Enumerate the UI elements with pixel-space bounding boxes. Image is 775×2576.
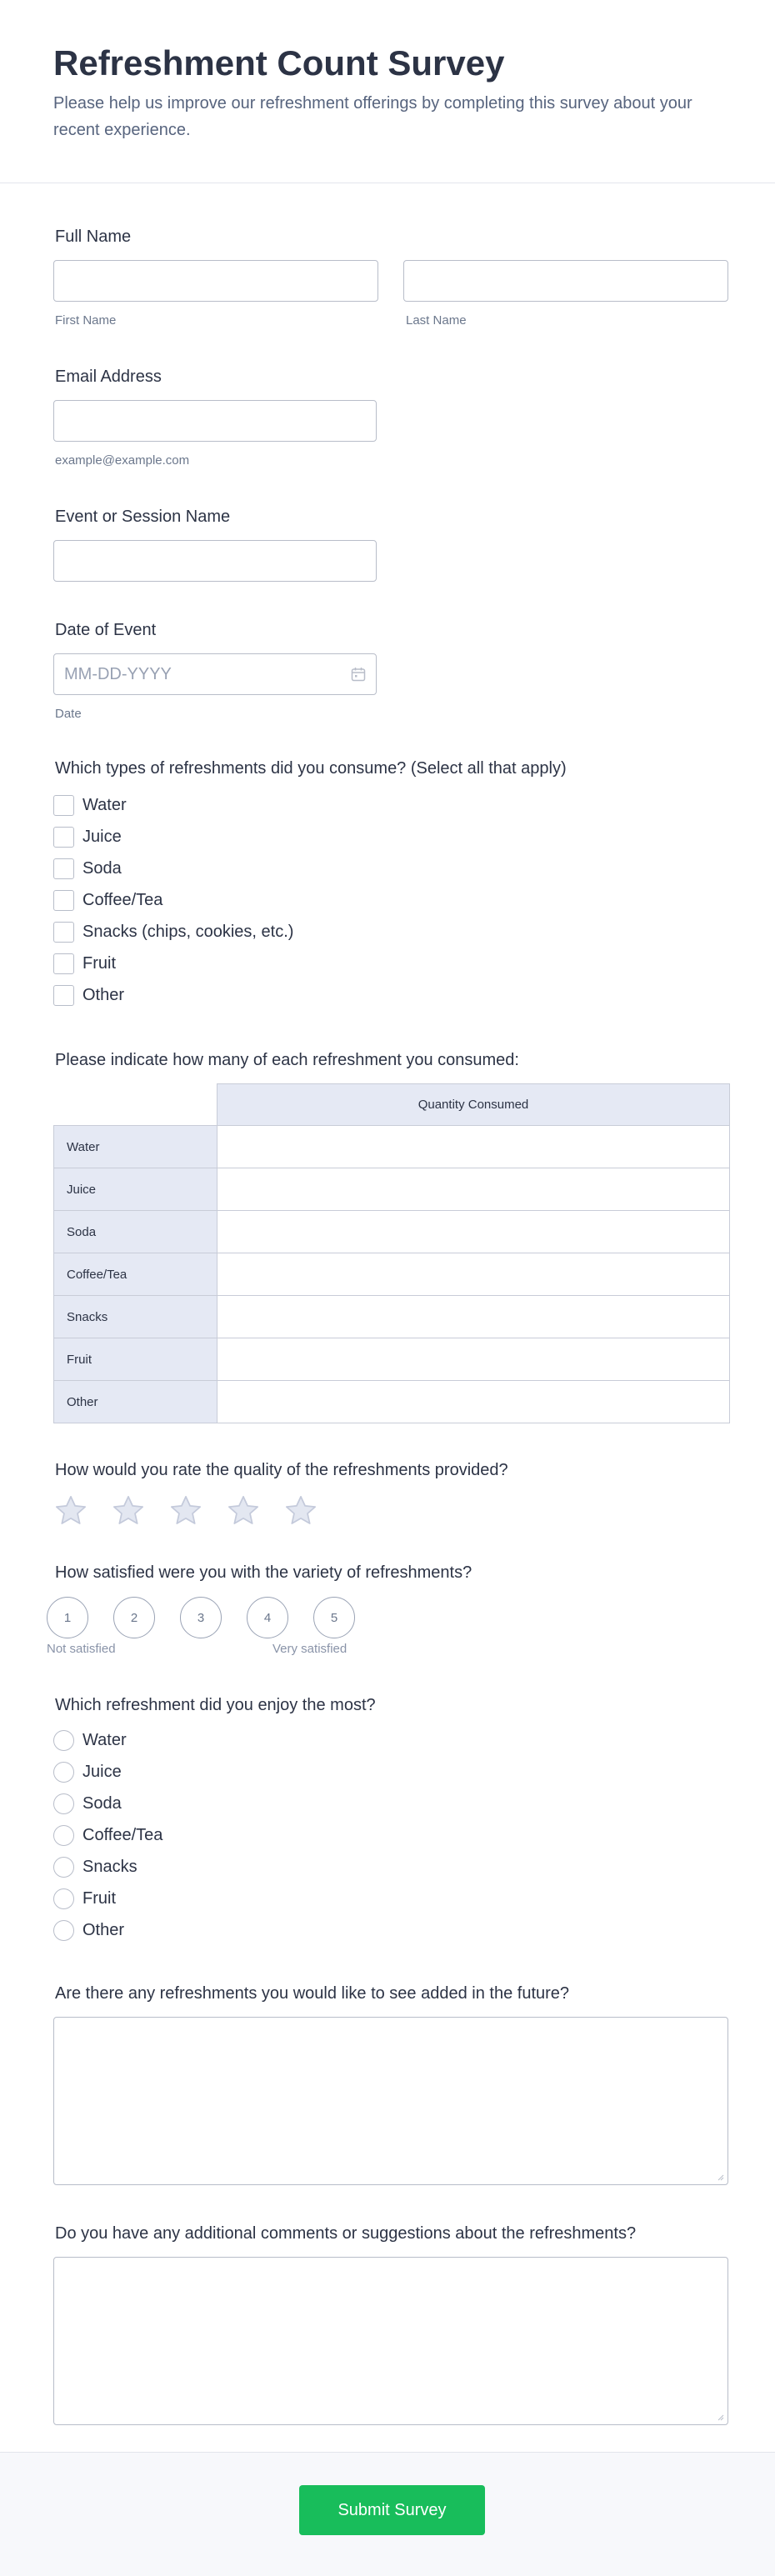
checkbox-option[interactable] bbox=[53, 821, 293, 853]
matrix-cell-input[interactable] bbox=[218, 1168, 730, 1211]
event-label: Event or Session Name bbox=[55, 508, 231, 526]
matrix-row-label: Soda bbox=[54, 1211, 218, 1253]
last-name-sublabel: Last Name bbox=[406, 313, 467, 328]
checkbox[interactable] bbox=[53, 890, 74, 911]
form-title: Refreshment Count Survey bbox=[53, 43, 505, 83]
event-input[interactable] bbox=[53, 540, 377, 582]
matrix-row-label: Water bbox=[54, 1126, 218, 1168]
checkbox[interactable] bbox=[53, 858, 74, 879]
checkbox[interactable] bbox=[53, 827, 74, 848]
radio-option[interactable] bbox=[53, 1851, 162, 1883]
checkbox-label: Fruit bbox=[82, 953, 116, 973]
email-label: Email Address bbox=[55, 368, 162, 386]
matrix-cell-input[interactable] bbox=[218, 1381, 730, 1423]
matrix-cell-input[interactable] bbox=[218, 1211, 730, 1253]
checkbox-option[interactable] bbox=[53, 789, 293, 821]
matrix-row-label: Other bbox=[54, 1381, 218, 1423]
matrix-row-label: Fruit bbox=[54, 1338, 218, 1381]
radio-label: Fruit bbox=[82, 1888, 116, 1908]
scale-option-3[interactable]: 3 bbox=[180, 1597, 222, 1638]
star-icon[interactable] bbox=[53, 1493, 88, 1528]
star-rating bbox=[53, 1493, 318, 1528]
matrix-column-header: Quantity Consumed bbox=[218, 1084, 730, 1126]
matrix-row-label: Snacks bbox=[54, 1296, 218, 1338]
scale-high-label: Very satisfied bbox=[272, 1642, 348, 1656]
quantity-matrix bbox=[53, 1083, 730, 1423]
checkbox-label: Snacks (chips, cookies, etc.) bbox=[82, 922, 294, 941]
radio-button[interactable] bbox=[53, 1793, 74, 1814]
radio-option[interactable] bbox=[53, 1724, 162, 1756]
types-label: Which types of refreshments did you consume? (Select all that apply) bbox=[55, 759, 567, 778]
last-name-input[interactable] bbox=[403, 260, 728, 302]
quality-label: How would you rate the quality of the refreshments provided? bbox=[55, 1461, 508, 1479]
radio-label: Other bbox=[82, 1920, 125, 1939]
favorite-options bbox=[53, 1724, 162, 1946]
checkbox-label: Water bbox=[82, 795, 127, 814]
email-sublabel: example@example.com bbox=[55, 453, 190, 468]
radio-button[interactable] bbox=[53, 1762, 74, 1783]
checkbox-option[interactable] bbox=[53, 916, 293, 948]
radio-option[interactable] bbox=[53, 1756, 162, 1788]
calendar-icon[interactable] bbox=[351, 667, 366, 682]
checkbox-label: Coffee/Tea bbox=[82, 890, 163, 909]
checkbox-option[interactable] bbox=[53, 979, 293, 1011]
matrix-cell-input[interactable] bbox=[218, 1253, 730, 1296]
radio-button[interactable] bbox=[53, 1825, 74, 1846]
form-header bbox=[0, 0, 775, 183]
form-footer bbox=[0, 2452, 775, 2576]
quantity-label: Please indicate how many of each refreshment you consumed: bbox=[55, 1051, 519, 1069]
radio-button[interactable] bbox=[53, 1888, 74, 1909]
first-name-input[interactable] bbox=[53, 260, 378, 302]
radio-option[interactable] bbox=[53, 1914, 162, 1946]
star-icon[interactable] bbox=[168, 1493, 203, 1528]
matrix-corner bbox=[54, 1084, 218, 1126]
comments-label: Do you have any additional comments or suggestions about the refreshments? bbox=[55, 2224, 637, 2243]
checkbox-label: Juice bbox=[82, 827, 122, 846]
checkbox-option[interactable] bbox=[53, 948, 293, 979]
future-textarea[interactable] bbox=[53, 2017, 728, 2185]
types-options bbox=[53, 789, 293, 1011]
variety-label: How satisfied were you with the variety of refreshments? bbox=[55, 1563, 472, 1582]
resize-handle-icon[interactable] bbox=[716, 2173, 724, 2181]
checkbox[interactable] bbox=[53, 795, 74, 816]
scale-option-4[interactable]: 4 bbox=[247, 1597, 288, 1638]
resize-handle-icon[interactable] bbox=[716, 2413, 724, 2421]
radio-label: Snacks bbox=[82, 1857, 138, 1876]
radio-label: Soda bbox=[82, 1793, 122, 1813]
star-icon[interactable] bbox=[283, 1493, 318, 1528]
checkbox[interactable] bbox=[53, 922, 74, 943]
matrix-row-label: Juice bbox=[54, 1168, 218, 1211]
star-icon[interactable] bbox=[111, 1493, 146, 1528]
checkbox[interactable] bbox=[53, 953, 74, 974]
date-sublabel: Date bbox=[55, 707, 82, 721]
first-name-sublabel: First Name bbox=[55, 313, 117, 328]
matrix-cell-input[interactable] bbox=[218, 1296, 730, 1338]
star-icon[interactable] bbox=[226, 1493, 261, 1528]
radio-button[interactable] bbox=[53, 1857, 74, 1878]
radio-button[interactable] bbox=[53, 1920, 74, 1941]
radio-option[interactable] bbox=[53, 1819, 162, 1851]
email-input[interactable] bbox=[53, 400, 377, 442]
checkbox-option[interactable] bbox=[53, 884, 293, 916]
radio-label: Coffee/Tea bbox=[82, 1825, 163, 1844]
full-name-label: Full Name bbox=[55, 228, 132, 246]
favorite-label: Which refreshment did you enjoy the most? bbox=[55, 1696, 376, 1714]
checkbox-label: Soda bbox=[82, 858, 122, 878]
radio-option[interactable] bbox=[53, 1883, 162, 1914]
date-label: Date of Event bbox=[55, 621, 157, 639]
matrix-cell-input[interactable] bbox=[218, 1126, 730, 1168]
scale-low-label: Not satisfied bbox=[47, 1642, 116, 1656]
radio-label: Juice bbox=[82, 1762, 122, 1781]
matrix-cell-input[interactable] bbox=[218, 1338, 730, 1381]
radio-option[interactable] bbox=[53, 1788, 162, 1819]
date-input[interactable] bbox=[53, 653, 377, 695]
scale-option-2[interactable]: 2 bbox=[113, 1597, 155, 1638]
comments-textarea[interactable] bbox=[53, 2257, 728, 2425]
date-placeholder: MM-DD-YYYY bbox=[64, 664, 172, 683]
matrix-row-label: Coffee/Tea bbox=[54, 1253, 218, 1296]
variety-scale bbox=[47, 1597, 355, 1638]
radio-button[interactable] bbox=[53, 1730, 74, 1751]
future-label: Are there any refreshments you would like to see added in the future? bbox=[55, 1984, 570, 2003]
checkbox-option[interactable] bbox=[53, 853, 293, 884]
scale-option-1[interactable]: 1 bbox=[47, 1597, 88, 1638]
checkbox[interactable] bbox=[53, 985, 74, 1006]
submit-button[interactable]: Submit Survey bbox=[299, 2485, 485, 2535]
form-description: Please help us improve our refreshment offerings by completing this survey about your recent experience. bbox=[53, 94, 692, 139]
scale-option-5[interactable]: 5 bbox=[313, 1597, 355, 1638]
checkbox-label: Other bbox=[82, 985, 125, 1004]
radio-label: Water bbox=[82, 1730, 127, 1749]
